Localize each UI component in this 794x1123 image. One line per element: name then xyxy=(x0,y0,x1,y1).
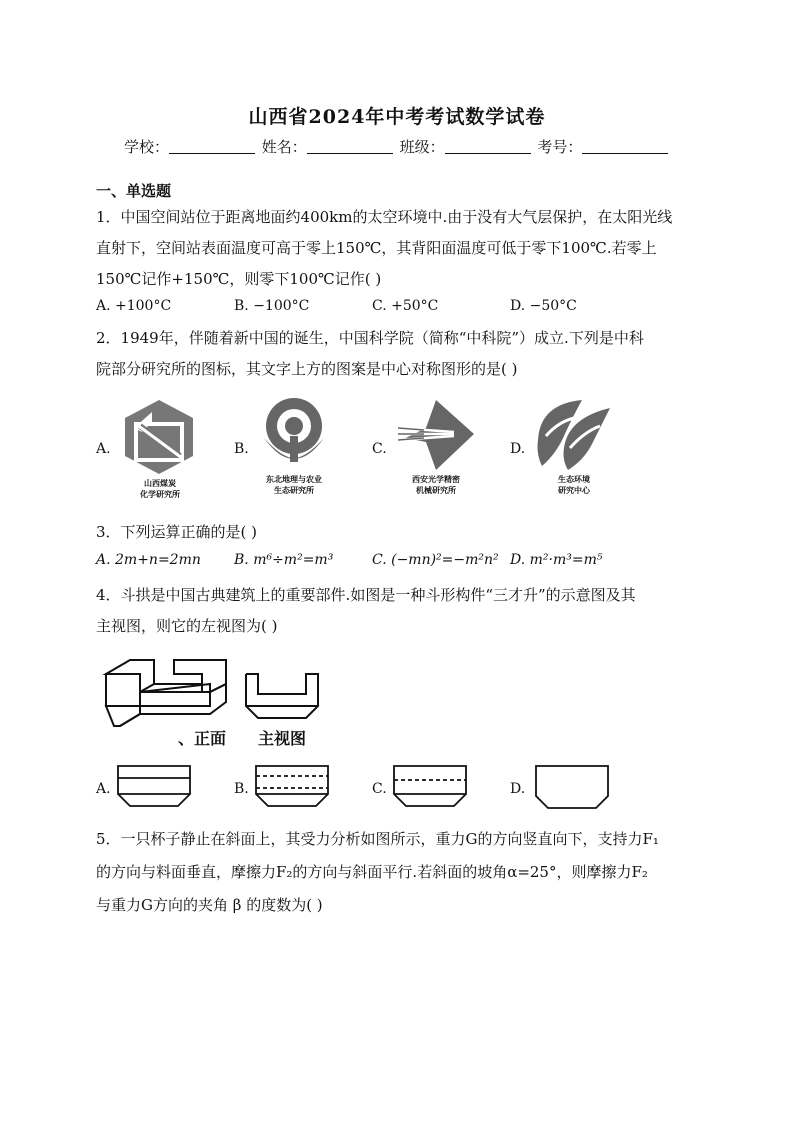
q5-line-2: 的方向与料面垂直，摩擦力F₂的方向与斜面平行.若斜面的坡角α=25°，则摩擦力F₂ xyxy=(96,863,648,881)
q1-option-d[interactable]: D. −50°C xyxy=(510,298,577,314)
q3-options xyxy=(96,552,696,572)
eco-leaves-logo-icon xyxy=(534,396,614,474)
class-blank[interactable] xyxy=(445,139,531,154)
q2-caption-b: 东北地理与农业 生态研究所 xyxy=(266,474,322,495)
section-title: 一、单选题 xyxy=(96,182,172,200)
front-label: 、正面 xyxy=(178,729,227,748)
q4-label-b[interactable]: B. xyxy=(234,781,249,797)
q4-option-d-figure xyxy=(534,764,612,810)
optical-diamond-logo-icon xyxy=(396,398,476,472)
q4-line-1: 4．斗拱是中国古典建筑上的重要部件.如图是一种斗形构件“三才升”的示意图及其 xyxy=(96,586,636,604)
q1-option-c[interactable]: C. +50°C xyxy=(372,298,439,314)
q2-caption-d: 生态环境 研究中心 xyxy=(558,474,590,495)
q4-option-a-figure xyxy=(116,764,194,808)
q4-label-a[interactable]: A. xyxy=(96,781,111,797)
q4-line-2: 主视图，则它的左视图为( ) xyxy=(96,617,278,635)
exam-title: 山西省2024年中考考试数学试卷 xyxy=(248,106,546,128)
student-info-row xyxy=(124,136,670,157)
q3-option-a[interactable]: A. 2m+n=2mn xyxy=(96,552,201,568)
q1-line-2: 直射下，空间站表面温度可高于零上150℃，其背阳面温度可低于零下100℃.若零上 xyxy=(96,239,657,257)
q2-line-1: 2．1949年，伴随着新中国的诞生，中国科学院（简称“中科院”）成立.下列是中科 xyxy=(96,329,644,347)
q4-option-c-figure xyxy=(392,764,470,808)
q3-option-d[interactable]: D. m²·m³=m⁵ xyxy=(510,552,603,568)
q2-line-2: 院部分研究所的图标，其文字上方的图案是中心对称图形的是( ) xyxy=(96,360,518,378)
q1-line-3: 150℃记作+150℃，则零下100℃记作( ) xyxy=(96,270,382,288)
q3-option-b[interactable]: B. m⁶÷m²=m³ xyxy=(234,552,334,568)
school-label: 学校： xyxy=(124,138,170,156)
q2-caption-a: 山西煤炭 化学研究所 xyxy=(140,478,180,499)
hexagon-logo-icon xyxy=(122,398,196,476)
number-blank[interactable] xyxy=(582,139,668,154)
ring-seed-logo-icon xyxy=(256,396,332,472)
main-view-label: 主视图 xyxy=(258,729,307,748)
q2-caption-c: 西安光学精密 机械研究所 xyxy=(412,474,460,495)
q5-line-3: 与重力G方向的夹角 β 的度数为( ) xyxy=(96,896,323,914)
name-label: 姓名： xyxy=(261,138,307,156)
name-blank[interactable] xyxy=(307,139,393,154)
q2-label-b[interactable]: B. xyxy=(234,441,249,457)
q4-option-b-figure xyxy=(254,764,332,808)
q3-line-1: 3．下列运算正确的是( ) xyxy=(96,523,258,541)
q4-label-c[interactable]: C. xyxy=(372,781,387,797)
q2-label-a[interactable]: A. xyxy=(96,441,111,457)
q2-label-c[interactable]: C. xyxy=(372,441,387,457)
school-blank[interactable] xyxy=(169,139,255,154)
q3-option-c[interactable]: C. (−mn)²=−m²n² xyxy=(372,552,499,568)
sancaisheng-3d-figure xyxy=(100,654,232,730)
q1-option-b[interactable]: B. −100°C xyxy=(234,298,310,314)
class-label: 班级： xyxy=(399,138,445,156)
q4-label-d[interactable]: D. xyxy=(510,781,526,797)
q1-line-1: 1．中国空间站位于距离地面约400km的太空环境中.由于没有大气层保护，在太阳光线 xyxy=(96,208,673,226)
q5-line-1: 5．一只杯子静止在斜面上，其受力分析如图所示，重力G的方向竖直向下，支持力F₁ xyxy=(96,830,659,848)
q1-option-a[interactable]: A. +100°C xyxy=(96,298,172,314)
main-view-figure xyxy=(244,672,322,722)
number-label: 考号： xyxy=(537,138,583,156)
q1-options xyxy=(96,298,696,318)
q2-label-d[interactable]: D. xyxy=(510,441,526,457)
